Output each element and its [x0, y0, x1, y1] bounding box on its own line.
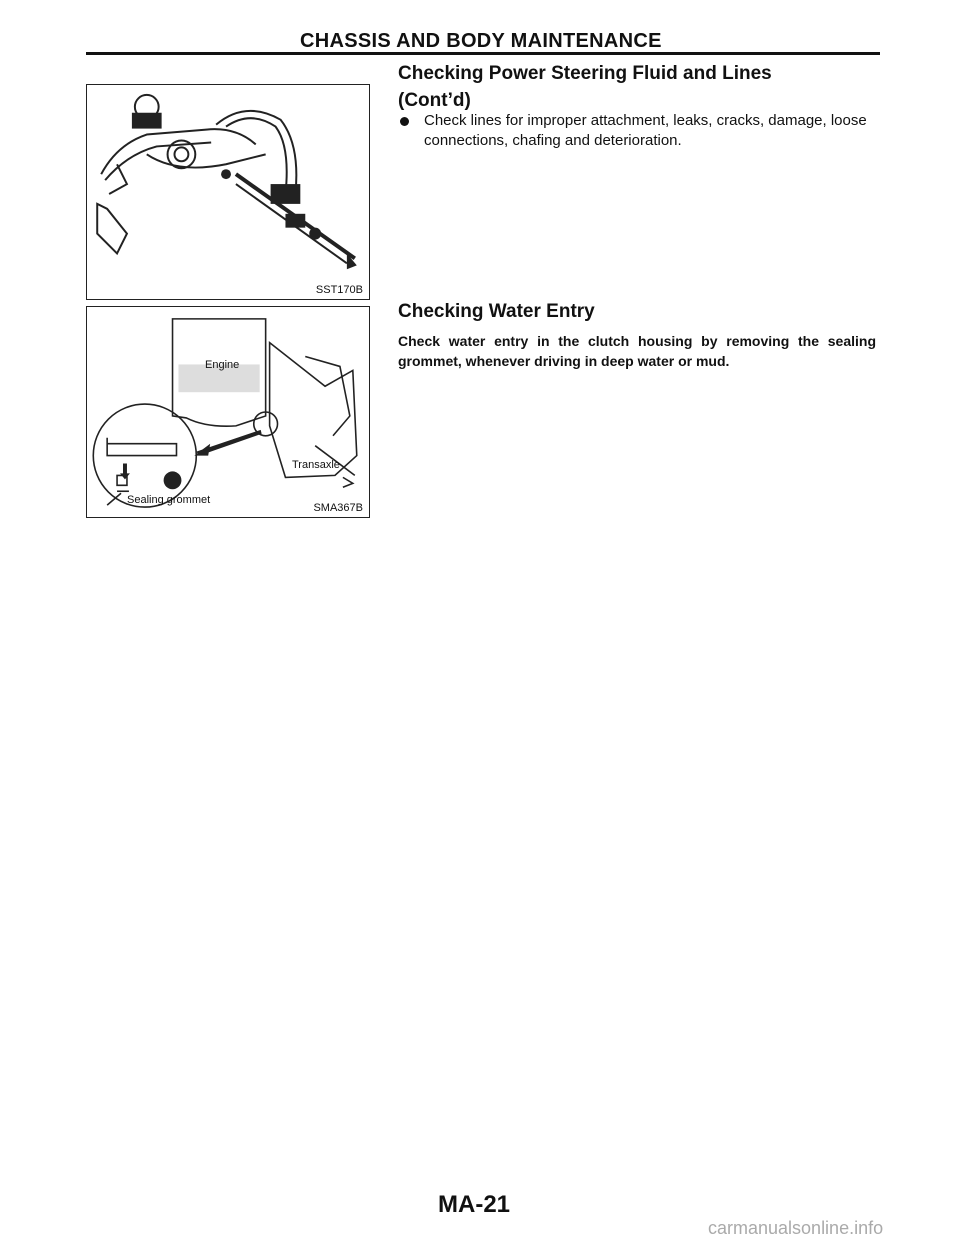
section-title-contd: (Cont’d) [398, 90, 471, 111]
water-entry-paragraph: Check water entry in the clutch housing by removing the sealing grommet, whenever driving in deep water or mud. [398, 333, 876, 369]
bullet-item [400, 111, 890, 151]
bullet-text: Check lines for improper attachment, leaks, cracks, damage, loose connections, chafing and deterioration. [424, 112, 867, 149]
figure-code: SST170B [315, 284, 363, 296]
watermark: carmanualsonline.info [708, 1218, 884, 1238]
page-number: MA-21 [438, 1191, 511, 1218]
header-rule [86, 52, 880, 55]
transaxle-label: Transaxle [292, 459, 340, 471]
section-title-water-entry: Checking Water Entry [398, 301, 595, 322]
section-title-power-steering: Checking Power Steering Fluid and Lines [398, 63, 772, 84]
engine-label: Engine [205, 359, 240, 371]
figure-power-steering [86, 84, 370, 300]
sealing-grommet-label: Sealing grommet [127, 494, 211, 506]
power-steering-illustration [87, 85, 369, 299]
page-header: CHASSIS AND BODY MAINTENANCE [300, 30, 662, 52]
transaxle-illustration [87, 307, 369, 517]
figure-water-entry [86, 306, 370, 518]
bullet-icon [400, 117, 409, 126]
figure-code: SMA367B [313, 502, 363, 514]
